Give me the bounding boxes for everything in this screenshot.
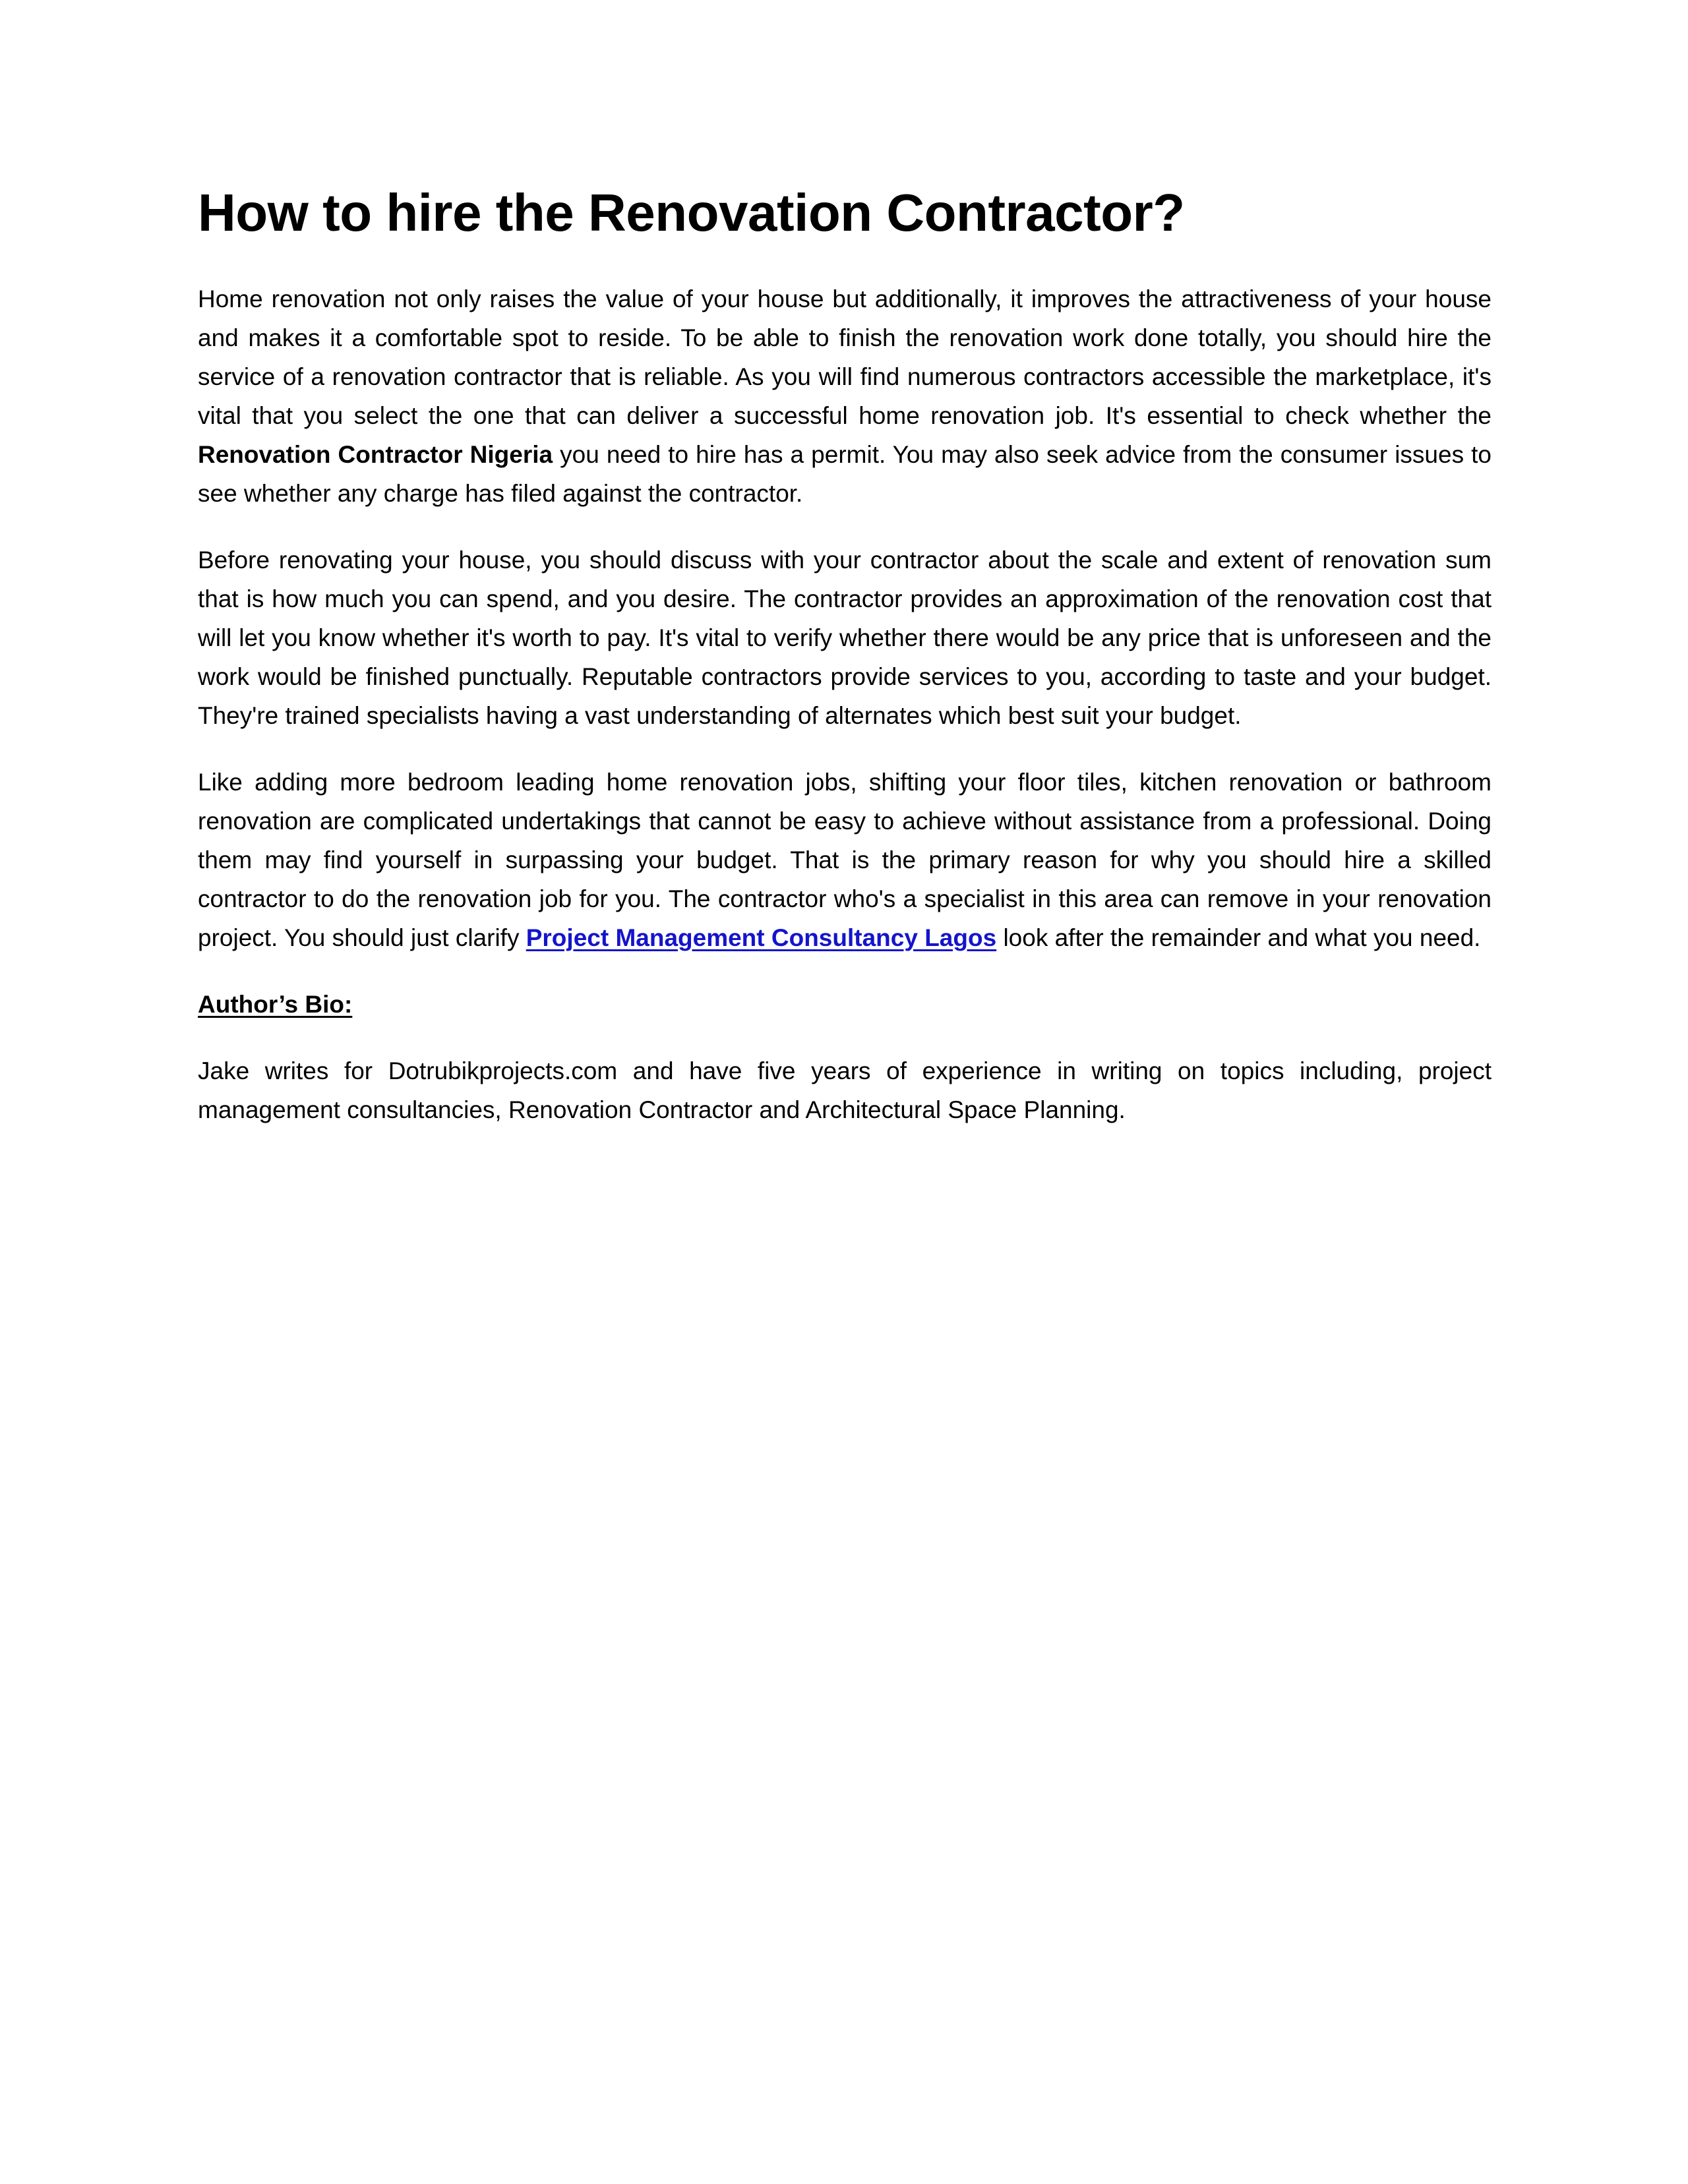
paragraph-intro-text-1: Home renovation not only raises the value of your house but additionally, it improves the attractiveness of your house and makes it a comfortable spot to reside. To be able to finish the renovation work done totally, you should hire the service of a renovation contractor that is reliable. As you will find numerous contractors accessible the marketplace, it's vital that you select the one that can deliver a successful home renovation job. It's essential to check whether the [198,285,1492,429]
author-bio-body [198,1051,1492,1129]
author-bio-heading [198,985,1492,1024]
paragraph-budget-text: Before renovating your house, you should discuss with your contractor about the scale and extent of renovation sum that is how much you can spend, and you desire. The contractor provides an approximation of the renovation cost that will let you know whether it's worth to pay. It's vital to verify whether there would be any price that is unforeseen and the work would be finished punctually. Reputable contractors provide services to you, according to taste and your budget. They're trained specialists having a vast understanding of alternates which best suit your budget. [198,546,1492,729]
author-bio-label: Author’s Bio: [198,990,353,1018]
paragraph-budget [198,541,1492,735]
page-title: How to hire the Renovation Contractor? [198,183,1185,242]
author-bio-body-text: Jake writes for Dotrubikprojects.com and have five years of experience in writing on topics including, project management consultancies, Renovation Contractor and Architectural Space Planning. [198,1057,1492,1123]
document-content [198,183,1492,1129]
paragraph-intro-bold-keyword: Renovation Contractor Nigeria [198,440,553,468]
paragraph-jobs-text-1: Like adding more bedroom leading home renovation jobs, shifting your floor tiles, kitchen renovation or bathroom renovation are complicated undertakings that cannot be easy to achieve without assistance from a professional. Doing them may find yourself in surpassing your budget. That is the primary reason for why you should hire a skilled contractor to do the renovation job for you. The contractor who's a specialist in this area can remove in your renovation project. You should just clarify [198,768,1492,951]
paragraph-intro [198,280,1492,513]
paragraph-jobs [198,763,1492,957]
project-management-consultancy-lagos-link[interactable]: Project Management Consultancy Lagos [526,924,997,951]
paragraph-jobs-text-2: look after the remainder and what you need. [996,924,1481,951]
paragraph-intro-text-2: you need to hire has a permit. You may also seek advice from the consumer issues to see whether any charge has filed against the contractor. [198,440,1492,507]
